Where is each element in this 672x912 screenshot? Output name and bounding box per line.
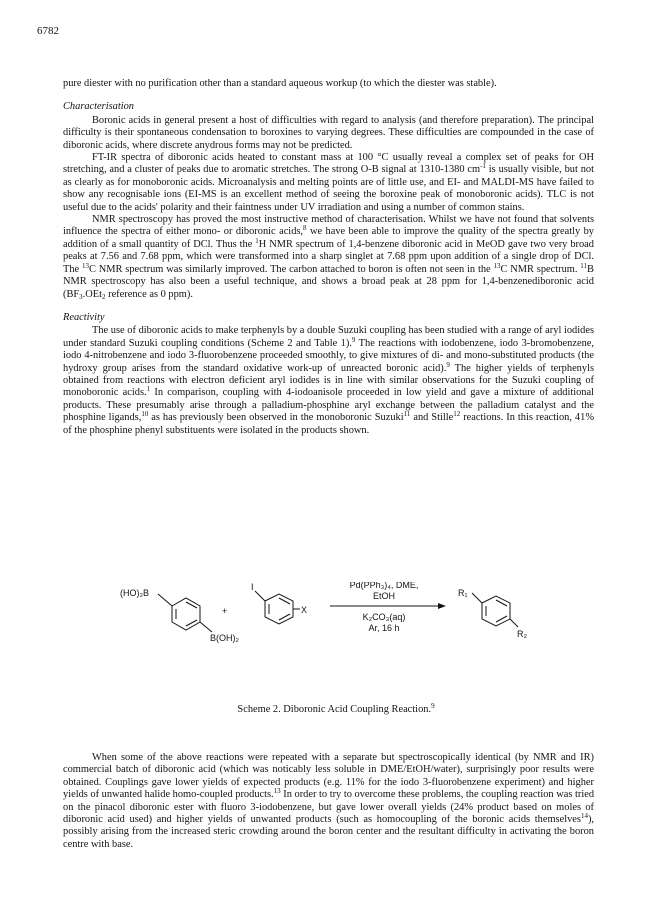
reference-10: 10 xyxy=(141,410,149,419)
reagent1-top-label: (HO)₂B xyxy=(120,588,149,598)
scheme-caption xyxy=(0,704,672,715)
superscript: -1 xyxy=(480,162,486,171)
text-run: The use of diboronic acids to make terphenyls by a double Suzuki coupling has been studied with a range of aryl iodides under standard Suzuki coupling conditions (Scheme 2 and Table 1). xyxy=(63,325,594,349)
characterisation-paragraph-1: Boronic acids in general present a host of difficulties with regard to analysis (and therefore preparation). The principal difficulty is their spontaneous condensation to boroxines to varying degrees. These difficulties are compounded in the case of diboronic acids, where discrete anydrous forms may not be predicted. xyxy=(63,114,594,151)
text-run: we have been able to improve the quality of the spectra greatly by addition of a small quantity of DCl. Thus the xyxy=(63,226,594,250)
bond xyxy=(200,622,212,632)
text-run: .OEt xyxy=(82,288,103,300)
reference-1: 1 xyxy=(146,385,151,394)
text-run: NMR spectroscopy has proved the most instructive method of characterisation. Whilst we have not found that solvents influence the spectra of either mono- or diboronic acids, xyxy=(63,214,594,238)
plus-sign: + xyxy=(222,606,228,616)
lower-text-block xyxy=(63,752,594,851)
iodo-label: I xyxy=(251,582,254,592)
product-r2-label: R₂ xyxy=(517,629,527,639)
reference-13: 13 xyxy=(273,787,281,796)
superscript: 13 xyxy=(82,261,89,270)
superscript: 1 xyxy=(255,236,259,245)
subscript: 2 xyxy=(102,292,106,301)
reference-9: 9 xyxy=(351,335,356,344)
superscript: 13 xyxy=(493,261,501,270)
text-run: FT-IR spectra of diboronic acids heated to constant mass at 100 °C usually reveal a complex set of peaks for OH stretching, and a cluster of peaks due to aromatic stretches. The strong O-B signal at 1310-1380 cm xyxy=(63,152,594,176)
text-run: The reactions with iodobenzene, iodo 3-bromobenzene, iodo 4-nitrobenzene and iodo 3-fluorobenzene proceeded smoothly, to give mixtures of di- and mono-substituted products (the hydroxy group arises from the standard oxidative work-up of unreacted boronic acid). xyxy=(63,337,594,374)
subscript: 3 xyxy=(79,292,83,301)
text-run: B NMR spectroscopy has also been a useful technique, and shows a broad peak at 28 ppm for 1,4-benzenediboronic acid (BF xyxy=(63,263,594,300)
bond xyxy=(510,619,518,627)
upper-text-block xyxy=(63,78,594,437)
scheme-2-diagram xyxy=(120,582,560,664)
arrow-head xyxy=(438,603,446,609)
text-run: reference as 0 ppm). xyxy=(105,288,193,300)
text-run: C NMR spectrum was similarly improved. The carbon attached to boron is often not seen in the xyxy=(89,263,494,275)
final-paragraph xyxy=(63,752,594,851)
reference-9: 9 xyxy=(431,702,435,710)
conditions-bottom-line1: K₂CO₃(aq) xyxy=(362,612,406,622)
reference-8: 8 xyxy=(303,224,307,233)
bond xyxy=(472,593,482,603)
intro-paragraph: pure diester with no purification other than a standard aqueous workup (to which the diester was stable). xyxy=(63,78,497,89)
text-run: C NMR spectrum. xyxy=(500,263,581,275)
conditions-bottom-line2: Ar, 16 h xyxy=(368,623,400,633)
bond xyxy=(255,591,265,601)
reference-14: 14 xyxy=(580,812,588,821)
reaction-scheme-svg xyxy=(120,582,560,664)
product-r1-label: R₁ xyxy=(458,588,468,598)
text-run: is usually visible, but not as clearly as for monoboronic acids. Microanalysis and melting points are of little use, and EI- and MALDI-MS have failed to show any recognisable ions (EI-MS is an excellent method of seeing the boroxine peak of monoboronic acids). TLC is not useful due to the acids' polarity and their faintness under UV irradiation and using a number of common stains. xyxy=(63,164,595,213)
text-run: In comparison, coupling with 4-iodoanisole proceeded in low yield and gave a mixture of additional products. These presumably arise through a palladium-phosphine aryl exchange between the palladium catalyst and the phosphine ligands, xyxy=(63,387,595,424)
reference-9: 9 xyxy=(446,360,450,369)
page-number: 6782 xyxy=(37,25,59,37)
text-run: The higher yields of terphenyls obtained from reactions with electron deficient aryl iodides is in line with similar observations for the Suzuki coupling of monoboronic acids. xyxy=(63,362,594,399)
conditions-top-line2: EtOH xyxy=(372,591,396,601)
characterisation-heading: Characterisation xyxy=(63,101,135,113)
text-run: H NMR spectrum of 1,4-benzene diboronic acid in MeOD gave two very broad peaks at 7.56 and 7.68 ppm, which were transformed into a sharp singlet at 7.68 ppm upon addition of a single drop of DCl. The xyxy=(63,238,594,275)
reference-12: 12 xyxy=(453,410,461,419)
reference-11: 11 xyxy=(403,410,411,419)
text-run: When some of the above reactions were repeated with a separate but spectroscopically identical (by NMR and IR) commercial batch of diboronic acid (which was noticably less soluble in DME/EtOH/water), surprisingly poor results were obtained. Couplings gave lower yields of expected products (e.g. 11% for the iodo 3-fluorobenzene experiment) and higher yields of unwanted halide homo-coupled products. xyxy=(63,752,594,801)
text-run: as has previously been observed in the monoboronic Suzuki xyxy=(148,412,404,424)
reagent1-bottom-label: B(OH)₂ xyxy=(210,633,239,643)
text-run: reactions. In this reaction, 41% of the phosphine phenyl substituents were isolated in the products shown. xyxy=(63,412,594,436)
text-run: In order to try to overcome these problems, the coupling reaction was tried on the pinacol diboronic ester with fluoro 3-iodobenzene, but gave lower overall yields (24% product based on moles of diboronic acid used) and higher yields of unwanted products (such as homocoupling of the boronic acids themselves xyxy=(63,789,595,826)
bond xyxy=(158,594,172,606)
caption-text: Scheme 2. Diboronic Acid Coupling Reaction. xyxy=(237,704,432,715)
superscript: 11 xyxy=(580,261,588,270)
text-run: ), possibly arising from the increased steric crowding around the boron center and the resultant difficulty in activating the boron centre with base. xyxy=(63,814,594,850)
text-run: and Stille xyxy=(410,412,454,424)
reactivity-paragraph-1 xyxy=(63,325,594,437)
characterisation-paragraph-2 xyxy=(63,152,594,214)
x-label: X xyxy=(301,605,308,615)
conditions-top-line1: Pd(PPh₃)₄, DME, xyxy=(349,582,419,590)
characterisation-paragraph-3 xyxy=(63,214,594,301)
reactivity-heading: Reactivity xyxy=(63,311,105,323)
